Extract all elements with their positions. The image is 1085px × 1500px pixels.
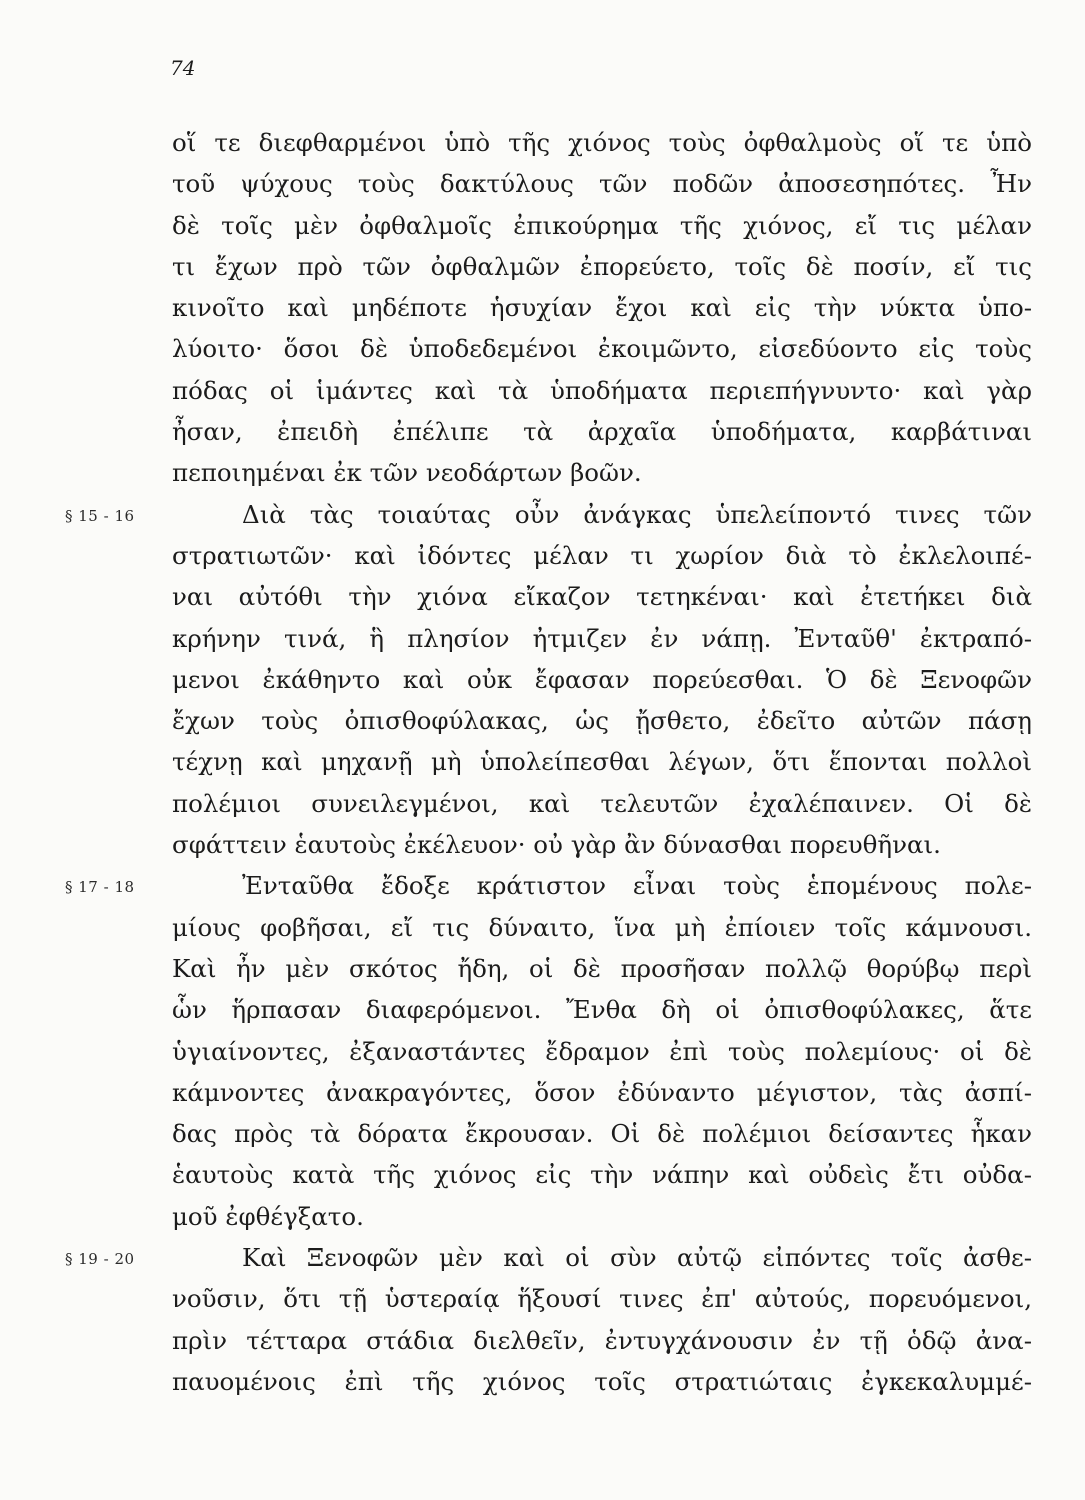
text-line — [172, 618, 1032, 659]
line-text: μοῦ ἐφθέγξατο. — [172, 1201, 364, 1231]
line-text: δας πρὸς τὰ δόρατα ἔκρουσαν. Οἱ δὲ πολέμιοι δείσαντες ἧκαν — [172, 1119, 1032, 1149]
line-text: πεποιημέναι ἐκ τῶν νεοδάρτων βοῶν. — [172, 458, 642, 488]
text-line — [172, 122, 1032, 163]
text-line — [172, 452, 1032, 493]
text-line — [172, 1031, 1032, 1072]
line-text: οἵ τε διεφθαρμένοι ὑπὸ τῆς χιόνος τοὺς ὀφθαλμοὺς οἵ τε ὑπὸ — [172, 128, 1032, 157]
page-number: 74 — [170, 56, 196, 80]
text-line — [172, 163, 1032, 204]
text-line — [172, 576, 1032, 617]
text-line — [172, 989, 1032, 1030]
line-text: τοῦ ψύχους τοὺς δακτύλους τῶν ποδῶν ἀποσεσηπότες. Ἦν — [172, 169, 1032, 199]
line-text: στρατιωτῶν· καὶ ἰδόντες μέλαν τι χωρίον διὰ τὸ ἐκλελοιπέ- — [172, 540, 1032, 570]
line-text: Ἐνταῦθα ἔδοξε κράτιστον εἶναι τοὺς ἑπομένους πολε- — [242, 871, 1032, 901]
text-body — [65, 122, 1032, 1402]
line-text: ἑαυτοὺς κατὰ τῆς χιόνος εἰς τὴν νάπην καὶ οὐδεὶς ἔτι οὐδα- — [172, 1160, 1032, 1190]
line-text: Καὶ Ξενοφῶν μὲν καὶ οἱ σὺν αὐτῷ εἰπόντες τοῖς ἀσθε- — [242, 1243, 1032, 1273]
text-line — [172, 328, 1032, 369]
line-text: Διὰ τὰς τοιαύτας οὖν ἀνάγκας ὑπελείποντό τινες τῶν — [242, 499, 1032, 529]
line-text: κινοῖτο καὶ μηδέποτε ἡσυχίαν ἔχοι καὶ εἰς τὴν νύκτα ὑπο- — [172, 293, 1032, 323]
text-line — [172, 1072, 1032, 1113]
line-text: μενοι ἐκάθηντο καὶ οὐκ ἔφασαν πορεύεσθαι. Ὁ δὲ Ξενοφῶν — [172, 664, 1032, 694]
line-text: σφάττειν ἑαυτοὺς ἐκέλευον· οὐ γὰρ ἂν δύνασθαι πορευθῆναι. — [172, 830, 941, 860]
text-line — [172, 246, 1032, 287]
line-text: ἔχων τοὺς ὀπισθοφύλακας, ὡς ᾔσθετο, ἐδεῖτο αὐτῶν πάσῃ — [172, 706, 1032, 736]
line-text: τι ἔχων πρὸ τῶν ὀφθαλμῶν ἐπορεύετο, τοῖς δὲ ποσίν, εἴ τις — [172, 251, 1032, 281]
section-marker: § 19 - 20 — [65, 1250, 135, 1269]
text-line — [172, 783, 1032, 824]
text-line — [172, 824, 1032, 865]
line-text: πρὶν τέτταρα στάδια διελθεῖν, ἐντυγχάνουσιν ἐν τῇ ὁδῷ ἀνα- — [172, 1325, 1032, 1355]
text-line — [172, 948, 1032, 989]
text-line — [172, 741, 1032, 782]
line-text: δὲ τοῖς μὲν ὀφθαλμοῖς ἐπικούρημα τῆς χιόνος, εἴ τις μέλαν — [172, 210, 1032, 240]
text-line — [172, 659, 1032, 700]
line-text: κάμνοντες ἀνακραγόντες, ὅσον ἐδύναντο μέγιστον, τὰς ἀσπί- — [172, 1077, 1032, 1107]
text-line — [172, 1196, 1032, 1237]
text-line — [65, 1237, 1032, 1278]
text-line — [172, 1320, 1032, 1361]
text-line — [172, 1361, 1032, 1402]
line-text: ἦσαν, ἐπειδὴ ἐπέλιπε τὰ ἀρχαῖα ὑποδήματα, καρβάτιναι — [172, 417, 1032, 447]
line-text: ναι αὐτόθι τὴν χιόνα εἴκαζον τετηκέναι· καὶ ἐτετήκει διὰ — [172, 582, 1032, 612]
text-line — [172, 1278, 1032, 1319]
text-line — [172, 1154, 1032, 1195]
text-line — [172, 700, 1032, 741]
text-line — [65, 865, 1032, 906]
line-text: νοῦσιν, ὅτι τῇ ὑστεραίᾳ ἥξουσί τινες ἐπ' αὐτούς, πορευόμενοι, — [172, 1284, 1032, 1314]
line-text: Καὶ ἦν μὲν σκότος ἤδη, οἱ δὲ προσῆσαν πολλῷ θορύβῳ περὶ — [172, 953, 1032, 983]
text-line — [172, 411, 1032, 452]
line-text: μίους φοβῆσαι, εἴ τις δύναιτο, ἵνα μὴ ἐπίοιεν τοῖς κάμνουσι. — [172, 912, 1032, 942]
text-line — [172, 205, 1032, 246]
text-line — [172, 370, 1032, 411]
line-text: πολέμιοι συνειλεγμένοι, καὶ τελευτῶν ἐχαλέπαινεν. Οἱ δὲ — [172, 788, 1032, 818]
text-line — [65, 494, 1032, 535]
text-line — [172, 535, 1032, 576]
line-text: παυομένοις ἐπὶ τῆς χιόνος τοῖς στρατιώταις ἐγκεκαλυμμέ- — [172, 1366, 1032, 1396]
line-text: πόδας οἱ ἱμάντες καὶ τὰ ὑποδήματα περιεπήγνυντο· καὶ γὰρ — [172, 375, 1032, 405]
line-text: ὑγιαίνοντες, ἐξαναστάντες ἔδραμον ἐπὶ τοὺς πολεμίους· οἱ δὲ — [172, 1036, 1032, 1066]
text-line — [172, 287, 1032, 328]
section-marker: § 15 - 16 — [65, 506, 135, 525]
section-marker: § 17 - 18 — [65, 878, 135, 897]
text-line — [172, 907, 1032, 948]
line-text: ὧν ἥρπασαν διαφερόμενοι. Ἔνθα δὴ οἱ ὀπισθοφύλακες, ἅτε — [172, 995, 1032, 1025]
line-text: λύοιτο· ὅσοι δὲ ὑποδεδεμένοι ἐκοιμῶντο, εἰσεδύοντο εἰς τοὺς — [172, 334, 1032, 364]
line-text: τέχνῃ καὶ μηχανῇ μὴ ὑπολείπεσθαι λέγων, ὅτι ἕπονται πολλοὶ — [172, 747, 1032, 777]
line-text: κρήνην τινά, ἣ πλησίον ἠτμιζεν ἐν νάπῃ. Ἐνταῦθ' ἐκτραπό- — [172, 623, 1032, 653]
text-line — [172, 1113, 1032, 1154]
